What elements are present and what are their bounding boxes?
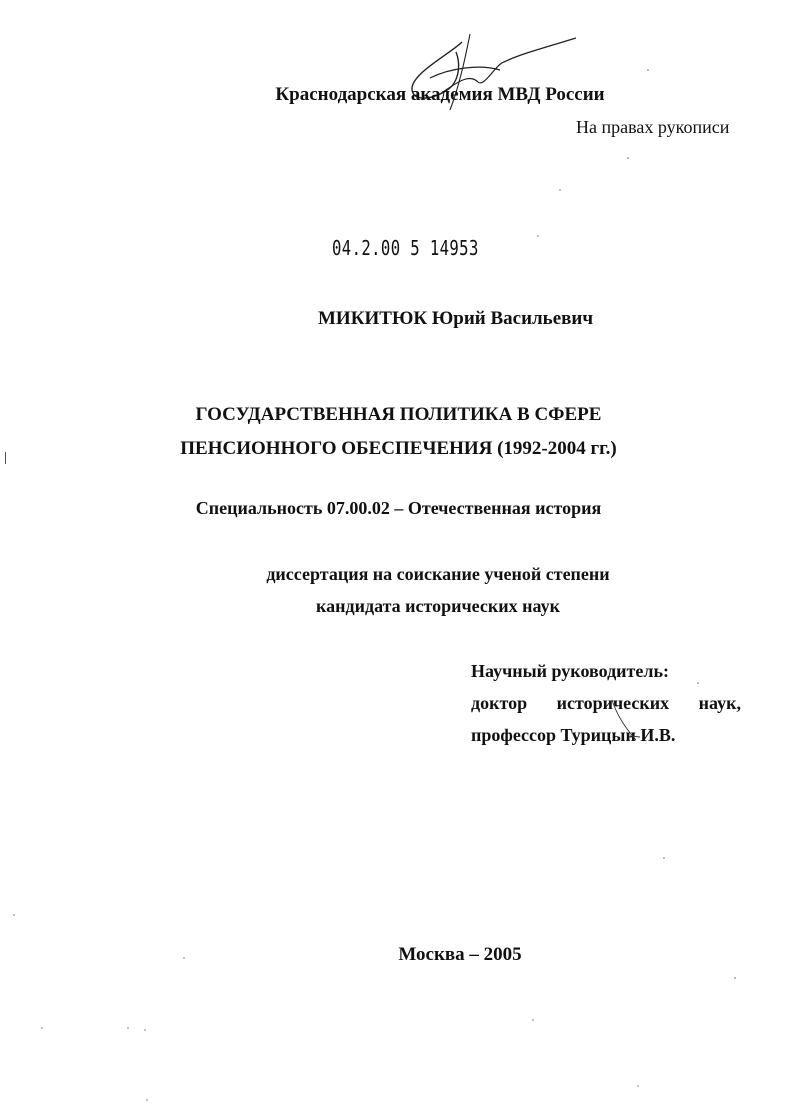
city-year: Москва – 2005	[398, 944, 522, 965]
rights-note: На правах рукописи	[576, 117, 730, 137]
supervisor-name: профессор Турицын И.В.	[471, 725, 676, 745]
supervisor-label: Научный руководитель:	[471, 661, 669, 681]
registration-stamp: 04.2.00 5 14953	[332, 236, 479, 260]
author-name: МИКИТЮК Юрий Васильевич	[318, 308, 594, 329]
margin-mark	[5, 452, 6, 464]
supervisor-degree-word: доктор	[471, 693, 528, 713]
title-line-1: ГОСУДАРСТВЕННАЯ ПОЛИТИКА В СФЕРЕ	[195, 404, 602, 425]
institution-name: Краснодарская академия МВД России	[275, 84, 605, 105]
supervisor-degree-word: исторических	[556, 693, 670, 713]
degree-line-1: диссертация на соискание ученой степени	[266, 564, 610, 584]
title-line-2: ПЕНСИОННОГО ОБЕСПЕЧЕНИЯ (1992-2004 гг.)	[180, 438, 617, 459]
degree-line-2: кандидата исторических наук	[316, 596, 560, 616]
pen-mark-icon	[600, 696, 640, 746]
speciality: Специальность 07.00.02 – Отечественная история	[195, 498, 602, 518]
supervisor-degree-word: наук,	[698, 693, 741, 713]
